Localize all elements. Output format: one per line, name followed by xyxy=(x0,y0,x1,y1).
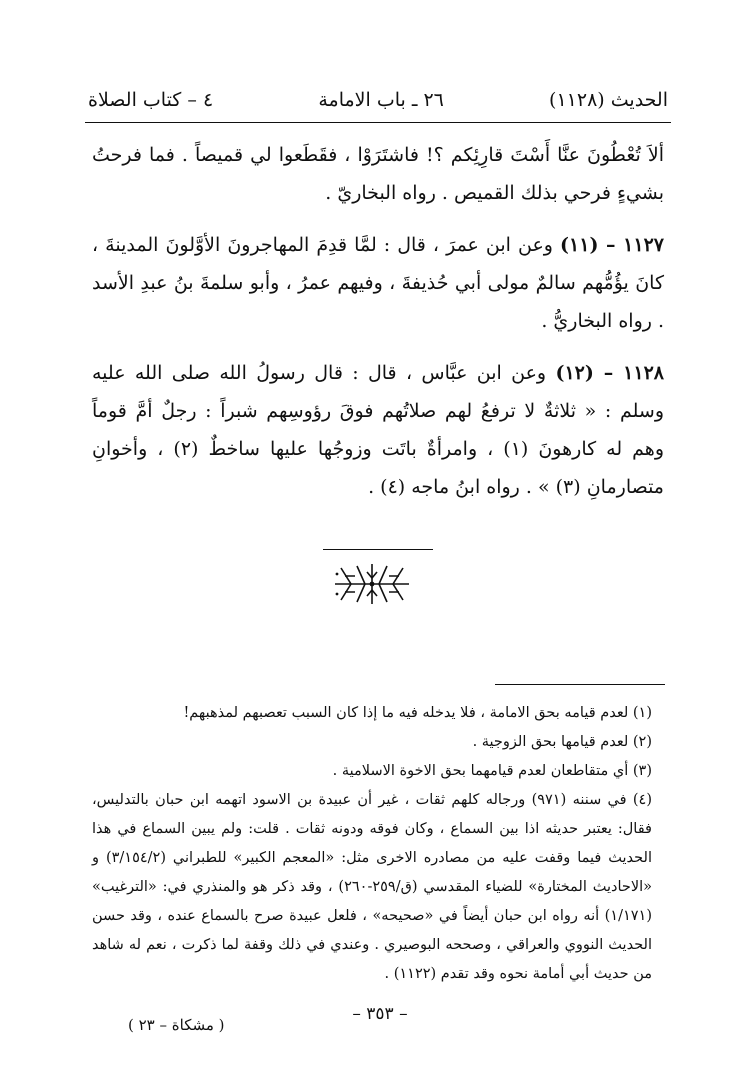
header-rule xyxy=(85,122,671,123)
hadith-text: وعن ابن عبَّاس ، قال : قال رسولُ الله صلى الله عليه وسلم : « ثلاثةٌ لا ترفعُ لهم صلاتُهم فوقَ رؤوسِهم شبراً : رجلٌ أمَّ قوماً وهم له كارهونَ (١) ، وامرأةٌ باتَت وزوجُها عليها ساخطٌ (٢) ، وأخوانِ متصارمانِ (٣) » . رواه ابنُ ماجه (٤) . xyxy=(92,362,664,498)
footnote-3: (٣) أي متقاطعان لعدم قيامهما بحق الاخوة الاسلامية . xyxy=(332,763,652,779)
paragraph-continuation: ألاَ تُعْطُونَ عنَّا أَسْتَ قارِئِكم ؟! فاشتَرَوْا ، فقَطَعوا لي قميصاً . فما فرحتُ بشيءٍ فرحي بذلك القميص . رواه البخاريّ . xyxy=(92,144,664,204)
running-header xyxy=(88,82,668,118)
page-number: – ٣٥٣ – xyxy=(352,1004,408,1024)
main-text xyxy=(92,136,664,506)
footnote-rule xyxy=(495,684,665,685)
hadith-1127 xyxy=(92,226,664,340)
footnotes xyxy=(92,699,652,989)
footnote-2: (٢) لعدم قيامها بحق الزوجية . xyxy=(472,734,652,750)
hadith-1128 xyxy=(92,354,664,506)
hadith-number: ١١٢٨ – (١٢) xyxy=(555,362,664,384)
footnote-4: (٤) في سننه (٩٧١) ورجاله كلهم ثقات ، غير أن عبيدة بن الاسود اتهمه ابن حبان بالتدليس، فقال: يعتبر حديثه اذا بين السماع ، وكان فوقه ودونه ثقات . قلت: ولم يبين السماع في هذا الحديث فيما وقفت عليه من مصادره الاخرى مثل: «المعجم الكبير» للطبراني (٣/١٥٤/٢) و «الاحاديث المختارة» للضياء المقدسي (ق/٢٥٩-٢٦٠) ، وقد ذكر هو والمنذري في: «الترغيب» (١/١٧١) أنه رواه ابن حبان أيضاً في «صحيحه» ، فلعل عبيدة صرح بالسماع عنده ، وقد حسن الحديث النووي والعراقي ، وصححه البوصيري . وعندي في ذلك وقفة لما ذكرت ، نعم له شاهد من حديث أبي أمامة نحوه وقد تقدم (١١٢٢) . xyxy=(92,792,652,982)
footnote-1: (١) لعدم قيامه بحق الامامة ، فلا يدخله فيه ما إذا كان السبب تعصبهم لمذهبهم! xyxy=(183,705,652,721)
header-chapter: ٤ – كتاب الصلاة xyxy=(88,89,214,111)
series-mark: ( مشكاة – ٢٣ ) xyxy=(128,1016,225,1034)
header-hadith-number: الحديث (١١٢٨) xyxy=(549,89,668,111)
ornament-icon xyxy=(331,562,413,606)
ornament-rule xyxy=(323,549,433,550)
hadith-text: وعن ابن عمرَ ، قال : لمَّا قدِمَ المهاجرونَ الأوَّلونَ المدينةَ ، كانَ يؤُمُّهم سالمٌ مولى أبي حُذيفةَ ، وفيهم عمرُ ، وأبو سلمةَ بنُ عبدِ الأسد . رواه البخاريُّ . xyxy=(92,234,664,332)
hadith-number: ١١٢٧ – (١١) xyxy=(560,234,664,256)
header-section: ٢٦ ـ باب الامامة xyxy=(318,89,444,111)
